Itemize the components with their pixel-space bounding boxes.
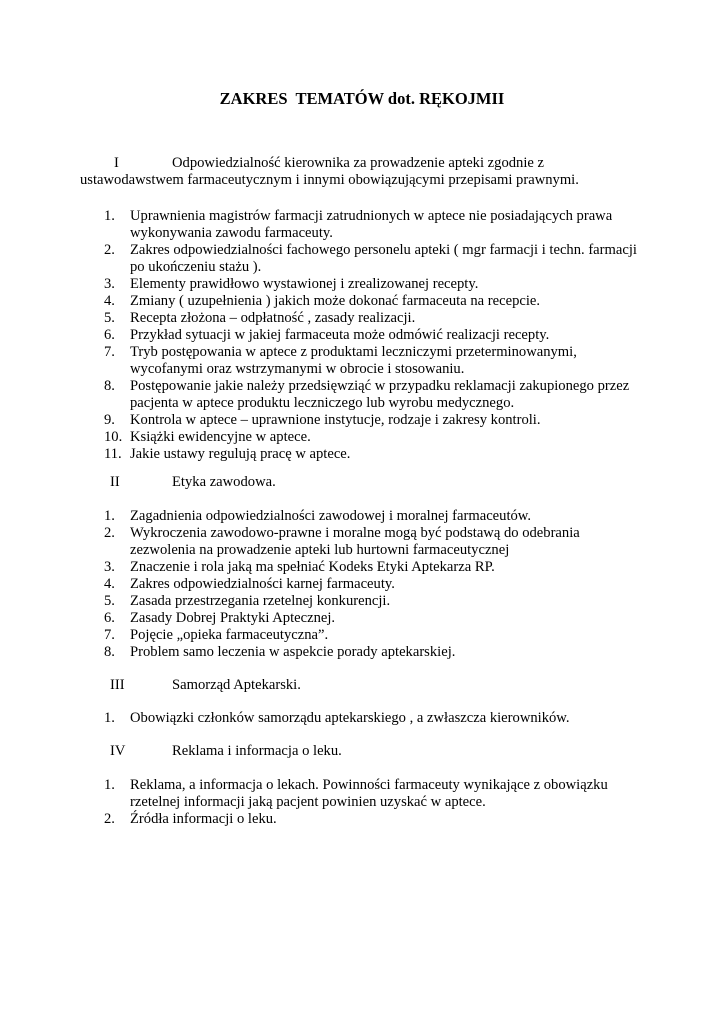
section-4-heading xyxy=(110,743,342,760)
list-item xyxy=(104,327,664,344)
section-2-heading xyxy=(110,474,276,491)
list-item xyxy=(104,627,664,644)
list-item xyxy=(104,378,664,412)
list-item-number: 3. xyxy=(104,559,115,575)
list-item-number: 3. xyxy=(104,276,115,292)
section-2-heading-text: Etyka zawodowa. xyxy=(172,474,276,490)
list-item-number: 7. xyxy=(104,627,115,643)
section-4-list xyxy=(104,777,664,828)
list-item xyxy=(104,429,664,446)
section-1-heading xyxy=(80,155,684,189)
list-item-number: 6. xyxy=(104,610,115,626)
list-item xyxy=(104,777,664,811)
list-item xyxy=(104,811,664,828)
document-title: ZAKRES TEMATÓW dot. RĘKOJMII xyxy=(219,89,505,108)
list-item-line: Kontrola w aptece – uprawnione instytucje, rodzaje i zakresy kontroli. xyxy=(130,412,541,428)
section-3-heading-text: Samorząd Aptekarski. xyxy=(172,677,301,693)
list-item xyxy=(104,710,664,727)
list-item-number: 2. xyxy=(104,811,115,827)
list-item-line: Wykroczenia zawodowo-prawne i moralne mogą być podstawą do odebrania xyxy=(130,525,580,541)
list-item xyxy=(104,208,664,242)
section-1-numeral: I xyxy=(114,155,119,171)
list-item-number: 1. xyxy=(104,710,115,726)
section-2-numeral: II xyxy=(110,474,120,490)
list-item-line: Jakie ustawy regulują pracę w aptece. xyxy=(130,446,351,462)
list-item-number: 4. xyxy=(104,293,115,309)
list-item-number: 8. xyxy=(104,378,115,394)
list-item-line: wykonywania zawodu farmaceuty. xyxy=(130,225,333,241)
list-item-number: 8. xyxy=(104,644,115,660)
list-item xyxy=(104,310,664,327)
section-4-numeral: IV xyxy=(110,743,126,759)
list-item xyxy=(104,525,664,559)
list-item-line: Źródła informacji o leku. xyxy=(130,811,277,827)
list-item xyxy=(104,276,664,293)
list-item-number: 4. xyxy=(104,576,115,592)
list-item-line: Zagadnienia odpowiedzialności zawodowej i moralnej farmaceutów. xyxy=(130,508,532,524)
list-item xyxy=(104,644,664,661)
list-item-number: 9. xyxy=(104,412,115,428)
list-item-line: rzetelnej informacji jaką pacjent powinien uzyskać w aptece. xyxy=(130,794,486,810)
section-1-heading-line1: Odpowiedzialność kierownika za prowadzenie apteki zgodnie z xyxy=(172,155,544,171)
list-item-line: Zakres odpowiedzialności fachowego personelu apteki ( mgr farmacji i techn. farmacji xyxy=(130,242,637,258)
section-4-heading-text: Reklama i informacja o leku. xyxy=(172,743,342,759)
list-item-line: Pojęcie „opieka farmaceutyczna”. xyxy=(130,627,329,643)
list-item xyxy=(104,576,664,593)
list-item-number: 1. xyxy=(104,508,115,524)
list-item-line: Książki ewidencyjne w aptece. xyxy=(130,429,311,445)
list-item xyxy=(104,610,664,627)
list-item-number: 11. xyxy=(104,446,122,462)
list-item-number: 7. xyxy=(104,344,115,360)
list-item xyxy=(104,559,664,576)
list-item-line: Przykład sytuacji w jakiej farmaceuta może odmówić realizacji recepty. xyxy=(130,327,550,343)
list-item xyxy=(104,412,664,429)
list-item-number: 2. xyxy=(104,242,115,258)
list-item-line: Recepta złożona – odpłatność , zasady realizacji. xyxy=(130,310,416,326)
section-2-list xyxy=(104,508,664,661)
list-item-line: zezwolenia na prowadzenie apteki lub hurtowni farmaceutycznej xyxy=(130,542,510,558)
list-item-line: Elementy prawidłowo wystawionej i zrealizowanej recepty. xyxy=(130,276,479,292)
list-item xyxy=(104,446,664,463)
section-1-heading-line2: ustawodawstwem farmaceutycznym i innymi obowiązującymi przepisami prawnymi. xyxy=(80,172,579,188)
section-3-heading xyxy=(110,677,301,694)
list-item-line: pacjenta w aptece produktu leczniczego lub wyrobu medycznego. xyxy=(130,395,515,411)
list-item xyxy=(104,293,664,310)
list-item-line: Zmiany ( uzupełnienia ) jakich może dokonać farmaceuta na recepcie. xyxy=(130,293,541,309)
section-3-list xyxy=(104,710,664,727)
list-item xyxy=(104,508,664,525)
list-item-line: wycofanymi oraz wstrzymanymi w obrocie i stosowaniu. xyxy=(130,361,465,377)
list-item-line: po ukończeniu stażu ). xyxy=(130,259,262,275)
list-item-line: Zasada przestrzegania rzetelnej konkurencji. xyxy=(130,593,391,609)
list-item-line: Zakres odpowiedzialności karnej farmaceuty. xyxy=(130,576,395,592)
list-item-line: Problem samo leczenia w aspekcie porady aptekarskiej. xyxy=(130,644,456,660)
list-item-line: Znaczenie i rola jaką ma spełniać Kodeks Etyki Aptekarza RP. xyxy=(130,559,495,575)
section-3-numeral: III xyxy=(110,677,125,693)
list-item-line: Reklama, a informacja o lekach. Powinności farmaceuty wynikające z obowiązku xyxy=(130,777,608,793)
list-item-line: Zasady Dobrej Praktyki Aptecznej. xyxy=(130,610,336,626)
list-item-line: Tryb postępowania w aptece z produktami leczniczymi przeterminowanymi, xyxy=(130,344,577,360)
list-item-number: 6. xyxy=(104,327,115,343)
list-item-number: 5. xyxy=(104,310,115,326)
list-item xyxy=(104,344,664,378)
section-1-list xyxy=(104,208,664,463)
list-item-line: Postępowanie jakie należy przedsięwziąć w przypadku reklamacji zakupionego przez xyxy=(130,378,630,394)
list-item-number: 1. xyxy=(104,777,115,793)
list-item xyxy=(104,242,664,276)
list-item-line: Obowiązki członków samorządu aptekarskiego , a zwłaszcza kierowników. xyxy=(130,710,570,726)
list-item-number: 2. xyxy=(104,525,115,541)
list-item xyxy=(104,593,664,610)
list-item-number: 1. xyxy=(104,208,115,224)
list-item-line: Uprawnienia magistrów farmacji zatrudnionych w aptece nie posiadających prawa xyxy=(130,208,613,224)
list-item-number: 10. xyxy=(104,429,123,445)
list-item-number: 5. xyxy=(104,593,115,609)
